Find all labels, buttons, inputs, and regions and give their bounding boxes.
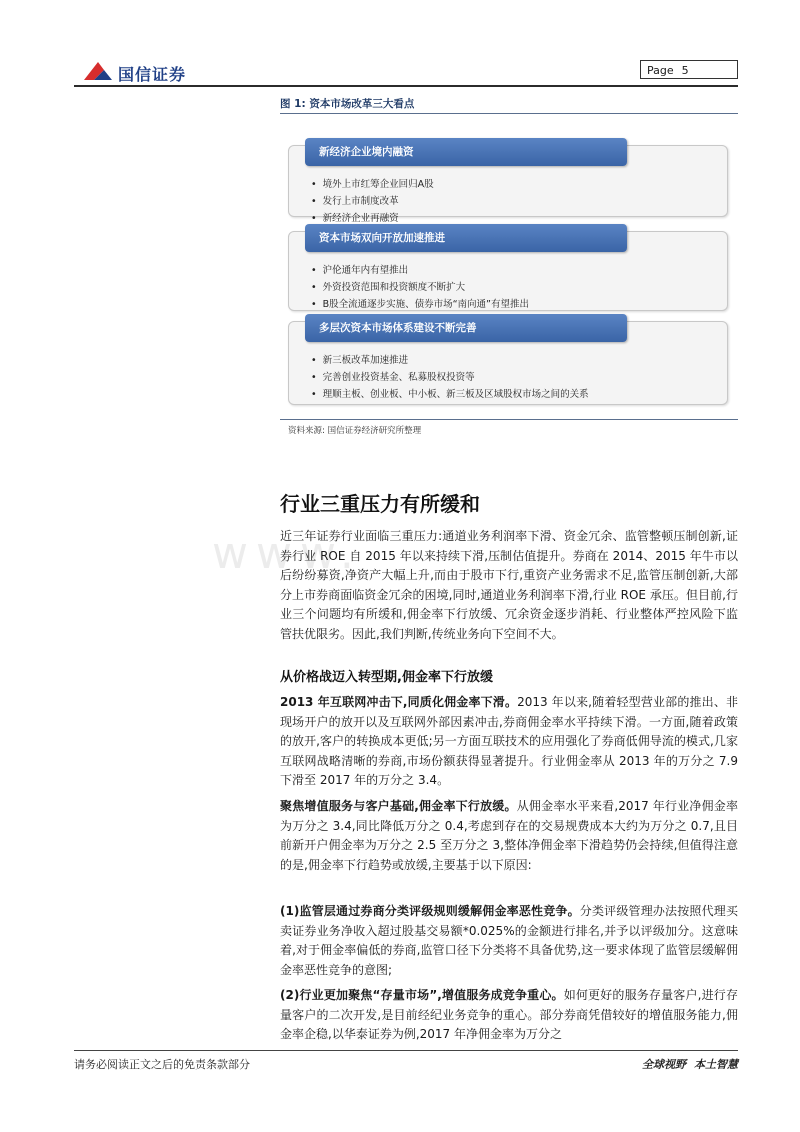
figure-panel-3 bbox=[288, 321, 728, 405]
paragraph-lead: (1)监管层通过券商分类评级规则缓解佣金率恶性竞争。 bbox=[280, 904, 580, 918]
list-item: • 理顺主板、创业板、中小板、新三板及区域股权市场之间的关系 bbox=[311, 386, 589, 403]
paragraph-4 bbox=[280, 986, 738, 1045]
subheading: 从价格战迈入转型期,佣金率下行放缓 bbox=[280, 670, 493, 685]
panel-list bbox=[311, 176, 434, 227]
page-label: Page bbox=[647, 64, 674, 77]
list-item: • 新经济企业再融资 bbox=[311, 210, 434, 227]
list-item: • 沪伦通年内有望推出 bbox=[311, 262, 529, 279]
list-item: • 新三板改革加速推进 bbox=[311, 352, 589, 369]
paragraph-lead: 聚焦增值服务与客户基础,佣金率下行放缓。 bbox=[280, 799, 517, 813]
paragraph-2 bbox=[280, 797, 738, 875]
paragraph-body: 2013 年以来,随着轻型营业部的推出、非现场开户的放开以及互联网外部因素冲击,券商佣金率水平持续下滑。一方面,随着政策的放开,客户的转换成本更低;另一方面互联技术的应用强化了券商低佣导流的模式,几家互联网战略清晰的券商,市场份额获得显著提升。行业佣金率从 2013 年的万分之 7.9 下滑至 2017 年的万分之 3.4。 bbox=[280, 695, 739, 787]
paragraph-lead: 2013 年互联网冲击下,同质化佣金率下滑。 bbox=[280, 695, 518, 709]
list-item: • 外资投资范围和投资额度不断扩大 bbox=[311, 279, 529, 296]
page-indicator bbox=[640, 60, 738, 79]
figure-top-rule bbox=[280, 113, 738, 114]
slogan-part: 全球视野 bbox=[642, 1058, 686, 1071]
paragraph-body: 分类评级管理办法按照代理买卖证券业务净收入超过股基交易额*0.025%的金额进行排名,并予以评级加分。这意味着,对于佣金率偏低的券商,监管口径下分类将不具备优势,这一要求体现了监管层缓解佣金率恶性竞争的意图; bbox=[280, 904, 738, 977]
figure-panel-1 bbox=[288, 145, 728, 224]
panel-list bbox=[311, 352, 589, 403]
paragraph-1 bbox=[280, 693, 738, 791]
paragraph-lead: (2)行业更加聚焦“存量市场”,增值服务成竞争重心。 bbox=[280, 988, 564, 1002]
footer-disclaimer: 请务必阅读正文之后的免责条款部分 bbox=[74, 1058, 250, 1071]
section-title: 行业三重压力有所缓和 bbox=[280, 492, 480, 516]
paragraph-3 bbox=[280, 902, 738, 980]
intro-paragraph: 近三年证券行业面临三重压力:通道业务利润率下滑、资金冗余、监管整顿压制创新,证券行业 ROE 自 2015 年以来持续下滑,压制估值提升。券商在 2014、2015 年牛市以后纷纷募资,净资产大幅上升,而由于股市下行,重资产业务需求不足,监管压制创新,大部分上市券商面临资金冗余的困境,同时,通道业务利润率下滑,行业 ROE 承压。但目前,行业三个问题均有所缓和,佣金率下行放缓、冗余资金逐步消耗、行业整体严控风险下监管扶优限劣。因此,我们判断,传统业务向下空间不大。 bbox=[280, 529, 738, 641]
page-number: 5 bbox=[681, 64, 689, 77]
list-item: • 发行上市制度改革 bbox=[311, 193, 434, 210]
footer-slogan bbox=[634, 1056, 738, 1072]
watermark: www. bbox=[212, 528, 362, 579]
panel-list bbox=[311, 262, 529, 313]
figure-panel-2 bbox=[288, 231, 728, 311]
footer-divider bbox=[74, 1050, 738, 1051]
paragraph-body: 从佣金率水平来看,2017 年行业净佣金率为万分之 3.4,同比降低万分之 0.4,考虑到存在的交易规费成本大约为万分之 0.7,且目前新开户佣金率为万分之 2.5 至万分之 3,整体净佣金率下滑趋势仍会持续,但值得注意的是,佣金率下行趋势或放缓,主要基于以下原因: bbox=[280, 799, 739, 872]
list-item: • B股全流通逐步实施、债券市场“南向通”有望推出 bbox=[311, 296, 529, 313]
panel-heading: 资本市场双向开放加速推进 bbox=[305, 224, 627, 252]
figure-bottom-rule bbox=[280, 419, 738, 420]
header-divider bbox=[74, 85, 738, 87]
list-item: • 完善创业投资基金、私募股权投资等 bbox=[311, 369, 589, 386]
logo-mark-icon bbox=[82, 60, 114, 84]
figure-title: 图 1: 资本市场改革三大看点 bbox=[280, 98, 415, 110]
list-item: • 境外上市红筹企业回归A股 bbox=[311, 176, 434, 193]
figure-source: 资料来源: 国信证券经济研究所整理 bbox=[288, 426, 422, 436]
paragraph-body: 如何更好的服务存量客户,进行存量客户的二次开发,是目前经纪业务竞争的重心。部分券商凭借较好的增值服务能力,佣金率企稳,以华泰证券为例,2017 年净佣金率为万分之 bbox=[280, 988, 738, 1041]
logo-text: 国信证券 bbox=[118, 65, 187, 84]
panel-heading: 多层次资本市场体系建设不断完善 bbox=[305, 314, 627, 342]
slogan-part: 本土智慧 bbox=[694, 1058, 738, 1071]
panel-heading: 新经济企业境内融资 bbox=[305, 138, 627, 166]
